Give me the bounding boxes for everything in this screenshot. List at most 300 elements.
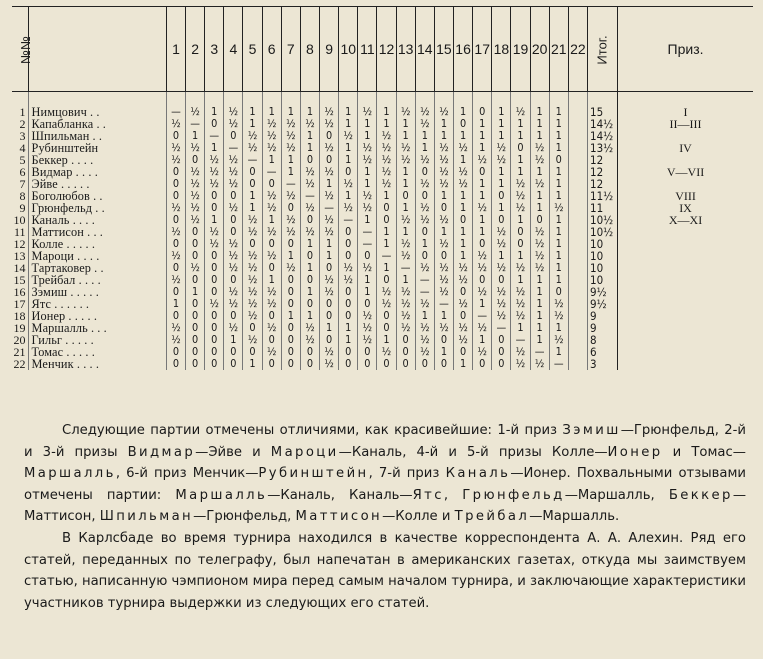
game-result: 0: [434, 358, 453, 370]
game-result: ½: [186, 178, 205, 190]
game-result: 0: [396, 190, 415, 202]
game-result: 0: [454, 310, 473, 322]
game-result: 0: [166, 190, 185, 202]
game-result: 1: [530, 322, 549, 334]
game-result: 0: [205, 310, 224, 322]
game-result: 1: [434, 130, 453, 142]
game-result: 0: [320, 334, 339, 346]
player-prize: IX: [618, 202, 753, 214]
game-result: ½: [186, 202, 205, 214]
game-result: 1: [454, 190, 473, 202]
player-prize: X—XI: [618, 214, 753, 226]
game-result: 0: [224, 310, 243, 322]
game-result: ½: [473, 286, 492, 298]
game-result: —: [492, 322, 511, 334]
game-result: 1: [473, 214, 492, 226]
game-result: 0: [473, 274, 492, 286]
game-result: 1: [396, 274, 415, 286]
game-result: 1: [243, 202, 262, 214]
game-result: 1: [549, 214, 568, 226]
game-result: —: [166, 92, 185, 119]
header-game-22: 22: [568, 7, 587, 92]
notes-paragraph-1: Следующие партии отмечены отличиями, как красивейшие: 1-й приз Зэмиш—Грюнфельд, 2-й и 3-й призы Видмар—Эйве и Мароци—Каналь, 4-й и 5-й призы Колле—Ионер и Томас—Маршалль, 6-й приз Менчик—Рубинштейн, 7-й приз Каналь—Ионер. Похвальными отзывами отмечены партии: Маршалль—Каналь, Каналь—Ятс, Грюнфельд—Маршалль, Беккер—Маттисон, Шпильман—Грюнфельд, Маттисон—Колле и Трейбал—Маршалль.: [24, 423, 747, 525]
game-result: 1: [492, 92, 511, 119]
game-result: ½: [243, 142, 262, 154]
game-result: 1: [549, 190, 568, 202]
game-result: 0: [454, 346, 473, 358]
game-result: 1: [549, 118, 568, 130]
player-total: 14½: [587, 118, 617, 130]
game-result: ½: [549, 310, 568, 322]
game-result: 1: [454, 358, 473, 370]
game-result: —: [339, 214, 358, 226]
game-result: 0: [186, 226, 205, 238]
player-number: 14: [13, 261, 26, 275]
player-number: 5: [19, 153, 26, 167]
game-result: —: [415, 286, 434, 298]
game-result: [568, 346, 587, 358]
game-result: 0: [205, 286, 224, 298]
game-result: 1: [549, 226, 568, 238]
game-result: 0: [243, 322, 262, 334]
game-result: 0: [396, 346, 415, 358]
game-result: ½: [415, 298, 434, 310]
player-name: Трейбал . . . .: [28, 274, 166, 286]
game-result: 0: [454, 118, 473, 130]
game-result: 0: [224, 190, 243, 202]
table-row: [12, 358, 753, 370]
game-result: 0: [262, 334, 281, 346]
game-result: ½: [186, 190, 205, 202]
player-name: Менчик . . . .: [28, 358, 166, 370]
game-result: 1: [454, 238, 473, 250]
player-total: 12: [587, 178, 617, 190]
game-result: 0: [205, 358, 224, 370]
game-result: ½: [224, 154, 243, 166]
game-result: 0: [339, 286, 358, 298]
game-result: 1: [358, 118, 377, 130]
game-result: [568, 226, 587, 238]
game-result: 1: [415, 142, 434, 154]
player-number: 10: [13, 213, 26, 227]
header-game-14: 14: [415, 7, 434, 92]
player-number: 22: [13, 357, 26, 371]
game-result: 0: [377, 214, 396, 226]
game-result: 0: [166, 286, 185, 298]
game-result: ½: [415, 202, 434, 214]
game-result: 1: [549, 322, 568, 334]
crosstable-sheet: [12, 6, 753, 370]
game-result: 1: [320, 178, 339, 190]
game-result: ½: [339, 262, 358, 274]
game-result: ½: [243, 298, 262, 310]
game-result: ½: [415, 214, 434, 226]
game-result: ½: [396, 214, 415, 226]
game-result: 1: [454, 250, 473, 262]
game-result: ½: [358, 322, 377, 334]
game-result: —: [358, 238, 377, 250]
game-result: 1: [377, 190, 396, 202]
header-game-6: 6: [262, 7, 281, 92]
game-result: 0: [166, 166, 185, 178]
game-result: 0: [205, 334, 224, 346]
game-result: ½: [358, 154, 377, 166]
game-result: 0: [224, 346, 243, 358]
game-result: 1: [549, 262, 568, 274]
game-result: [568, 178, 587, 190]
game-result: 1: [530, 334, 549, 346]
game-result: ½: [339, 274, 358, 286]
game-result: 1: [396, 130, 415, 142]
game-result: 0: [339, 250, 358, 262]
game-result: 1: [339, 322, 358, 334]
game-result: ½: [320, 226, 339, 238]
game-result: 0: [186, 346, 205, 358]
game-result: —: [281, 178, 300, 190]
game-result: 0: [166, 178, 185, 190]
game-result: ½: [473, 346, 492, 358]
game-result: 0: [281, 202, 300, 214]
game-result: ½: [530, 226, 549, 238]
game-result: 0: [454, 214, 473, 226]
game-result: 1: [454, 92, 473, 119]
header-game-4: 4: [224, 7, 243, 92]
game-result: 1: [530, 202, 549, 214]
game-result: 0: [186, 334, 205, 346]
game-result: —: [377, 250, 396, 262]
player-number: 3: [19, 129, 26, 143]
game-result: 0: [358, 250, 377, 262]
player-name: Шпильман . .: [28, 130, 166, 142]
game-result: 1: [358, 286, 377, 298]
game-result: ½: [243, 262, 262, 274]
game-result: 0: [166, 130, 185, 142]
game-result: ½: [377, 178, 396, 190]
game-result: ½: [166, 250, 185, 262]
game-result: ½: [415, 178, 434, 190]
game-result: 0: [339, 226, 358, 238]
game-result: 0: [339, 310, 358, 322]
game-result: ½: [320, 286, 339, 298]
game-result: 0: [281, 238, 300, 250]
game-result: 1: [473, 190, 492, 202]
game-result: 0: [166, 262, 185, 274]
game-result: ½: [396, 322, 415, 334]
game-result: ½: [166, 274, 185, 286]
game-result: 0: [415, 226, 434, 238]
game-result: 1: [530, 130, 549, 142]
game-result: ½: [262, 322, 281, 334]
game-result: ½: [281, 262, 300, 274]
game-result: —: [434, 298, 453, 310]
game-result: 0: [186, 274, 205, 286]
game-result: ½: [262, 142, 281, 154]
game-result: ½: [186, 142, 205, 154]
game-result: ½: [434, 286, 453, 298]
player-prize: [618, 322, 753, 334]
game-result: 1: [281, 310, 300, 322]
player-name: Капабланка . .: [28, 118, 166, 130]
player-number: 1: [19, 105, 26, 119]
game-result: ½: [377, 142, 396, 154]
game-result: ½: [511, 310, 530, 322]
game-result: —: [511, 334, 530, 346]
game-result: ½: [377, 298, 396, 310]
game-result: 0: [377, 358, 396, 370]
game-result: ½: [300, 334, 319, 346]
game-result: 1: [300, 142, 319, 154]
game-result: ½: [320, 274, 339, 286]
game-result: 1: [281, 154, 300, 166]
game-result: 1: [377, 226, 396, 238]
game-result: ½: [300, 178, 319, 190]
game-result: ½: [339, 178, 358, 190]
game-result: —: [205, 130, 224, 142]
game-result: 0: [224, 130, 243, 142]
game-result: 0: [281, 334, 300, 346]
header-game-13: 13: [396, 7, 415, 92]
game-result: 1: [549, 346, 568, 358]
game-result: ½: [224, 262, 243, 274]
game-result: —: [262, 166, 281, 178]
game-result: —: [243, 154, 262, 166]
notes-paragraph-2: В Карлсбаде во время турнира находился в качестве корреспондента А. А. Алехин. Ряд его статей, переданных по телеграфу, был напечатан в американских газетах, откуда мы заимствуем статью, написанную чэмпионом мира перед самым началом турнира, и заключающие характеристики участников турнира выдержки из следующих его статей.: [24, 530, 746, 611]
player-name: Ятс . . . . . .: [28, 298, 166, 310]
game-result: 1: [434, 118, 453, 130]
game-result: ½: [205, 154, 224, 166]
player-total: 10: [587, 274, 617, 286]
game-result: 1: [492, 250, 511, 262]
game-result: 0: [262, 238, 281, 250]
player-total: 12: [587, 154, 617, 166]
game-result: 0: [511, 226, 530, 238]
game-result: 0: [358, 358, 377, 370]
game-result: ½: [473, 154, 492, 166]
game-result: ½: [186, 92, 205, 119]
game-result: ½: [530, 154, 549, 166]
game-result: 0: [243, 238, 262, 250]
game-result: —: [186, 118, 205, 130]
game-result: 1: [511, 322, 530, 334]
header-game-20: 20: [530, 7, 549, 92]
game-result: 0: [186, 358, 205, 370]
player-prize: [618, 238, 753, 250]
game-result: 0: [339, 298, 358, 310]
player-number: 18: [13, 309, 26, 323]
game-result: 1: [473, 142, 492, 154]
game-result: 1: [377, 118, 396, 130]
game-result: 0: [281, 322, 300, 334]
game-result: 0: [166, 238, 185, 250]
game-result: —: [396, 262, 415, 274]
game-result: 0: [205, 346, 224, 358]
game-result: 0: [320, 130, 339, 142]
game-result: 1: [549, 142, 568, 154]
game-result: —: [530, 346, 549, 358]
game-result: 0: [300, 214, 319, 226]
game-result: ½: [396, 310, 415, 322]
player-total: 10: [587, 262, 617, 274]
player-name: Гильг . . . . .: [28, 334, 166, 346]
game-result: 0: [339, 346, 358, 358]
game-result: 1: [530, 274, 549, 286]
game-result: ½: [415, 118, 434, 130]
player-prize: VIII: [618, 190, 753, 202]
game-result: ½: [396, 154, 415, 166]
game-result: 0: [358, 346, 377, 358]
game-result: ½: [511, 262, 530, 274]
game-result: ½: [205, 298, 224, 310]
player-prize: [618, 262, 753, 274]
game-result: 1: [549, 130, 568, 142]
player-name: Боголюбов . .: [28, 190, 166, 202]
game-result: ½: [243, 286, 262, 298]
game-result: ½: [243, 214, 262, 226]
game-result: [568, 166, 587, 178]
game-result: 1: [434, 310, 453, 322]
game-result: ½: [186, 166, 205, 178]
game-result: [568, 118, 587, 130]
game-result: 1: [473, 298, 492, 310]
game-result: 1: [320, 322, 339, 334]
header-game-8: 8: [300, 7, 319, 92]
player-number: 6: [19, 165, 26, 179]
game-result: [568, 238, 587, 250]
game-result: ½: [281, 142, 300, 154]
game-result: 0: [473, 166, 492, 178]
game-result: ½: [358, 310, 377, 322]
player-number: 20: [13, 333, 26, 347]
game-result: ½: [454, 166, 473, 178]
game-result: 1: [358, 178, 377, 190]
player-total: 10: [587, 238, 617, 250]
game-result: 0: [262, 310, 281, 322]
player-number: 7: [19, 177, 26, 191]
game-result: 1: [396, 202, 415, 214]
game-result: 1: [205, 92, 224, 119]
game-result: 1: [281, 250, 300, 262]
player-number: 19: [13, 321, 26, 335]
player-prize: [618, 226, 753, 238]
game-result: ½: [415, 262, 434, 274]
player-total: 9: [587, 310, 617, 322]
game-result: [568, 322, 587, 334]
game-result: ½: [511, 346, 530, 358]
game-result: ½: [166, 226, 185, 238]
game-result: ½: [281, 190, 300, 202]
game-result: 1: [549, 166, 568, 178]
game-result: ½: [262, 286, 281, 298]
game-result: 0: [205, 118, 224, 130]
game-result: ½: [434, 274, 453, 286]
game-result: 1: [434, 226, 453, 238]
game-result: 0: [396, 334, 415, 346]
game-result: ½: [320, 190, 339, 202]
game-result: 0: [166, 358, 185, 370]
game-result: 1: [549, 178, 568, 190]
game-result: 0: [300, 250, 319, 262]
game-result: ½: [358, 190, 377, 202]
player-number: 13: [13, 249, 26, 263]
game-result: ½: [396, 298, 415, 310]
player-number: 17: [13, 297, 26, 311]
game-result: ½: [320, 142, 339, 154]
game-result: 0: [454, 286, 473, 298]
game-result: 0: [530, 214, 549, 226]
game-result: [568, 142, 587, 154]
player-total: 13½: [587, 142, 617, 154]
game-result: 1: [530, 310, 549, 322]
game-result: ½: [262, 118, 281, 130]
game-result: 1: [377, 92, 396, 119]
game-result: 1: [454, 130, 473, 142]
player-name: Каналь . . . .: [28, 214, 166, 226]
player-name: Нимцович . .: [28, 92, 166, 119]
game-result: [568, 202, 587, 214]
game-result: [568, 334, 587, 346]
player-number: 11: [13, 225, 26, 239]
game-result: 1: [205, 142, 224, 154]
game-result: 1: [473, 118, 492, 130]
header-game-12: 12: [377, 7, 396, 92]
game-result: 0: [243, 178, 262, 190]
game-result: 0: [205, 262, 224, 274]
player-number: 2: [19, 117, 26, 131]
game-result: ½: [243, 310, 262, 322]
player-prize: [618, 274, 753, 286]
game-result: 0: [224, 358, 243, 370]
game-result: 1: [186, 286, 205, 298]
game-result: ½: [415, 346, 434, 358]
game-result: 0: [339, 238, 358, 250]
game-result: ½: [434, 166, 453, 178]
header-game-5: 5: [243, 7, 262, 92]
player-prize: [618, 298, 753, 310]
game-result: 0: [262, 178, 281, 190]
game-result: ½: [530, 238, 549, 250]
game-result: ½: [454, 178, 473, 190]
game-result: ½: [511, 92, 530, 119]
player-name: Видмар . . . .: [28, 166, 166, 178]
game-result: 1: [530, 166, 549, 178]
game-result: 1: [243, 190, 262, 202]
game-result: 0: [415, 250, 434, 262]
game-result: 0: [186, 322, 205, 334]
game-result: ½: [224, 238, 243, 250]
player-prize: V—VII: [618, 166, 753, 178]
game-result: 1: [530, 286, 549, 298]
player-total: 10: [587, 250, 617, 262]
game-result: 0: [492, 214, 511, 226]
header-game-16: 16: [454, 7, 473, 92]
game-result: 0: [415, 166, 434, 178]
player-number: 12: [13, 237, 26, 251]
game-result: ½: [224, 178, 243, 190]
game-result: 0: [205, 202, 224, 214]
game-result: 1: [434, 190, 453, 202]
game-result: ½: [300, 166, 319, 178]
game-result: ½: [530, 178, 549, 190]
game-result: ½: [243, 130, 262, 142]
game-result: ½: [511, 298, 530, 310]
game-result: ½: [454, 274, 473, 286]
game-result: ½: [549, 334, 568, 346]
game-result: 0: [473, 92, 492, 119]
game-result: ½: [434, 92, 453, 119]
game-result: 0: [300, 274, 319, 286]
game-result: 0: [492, 346, 511, 358]
game-result: 1: [300, 286, 319, 298]
